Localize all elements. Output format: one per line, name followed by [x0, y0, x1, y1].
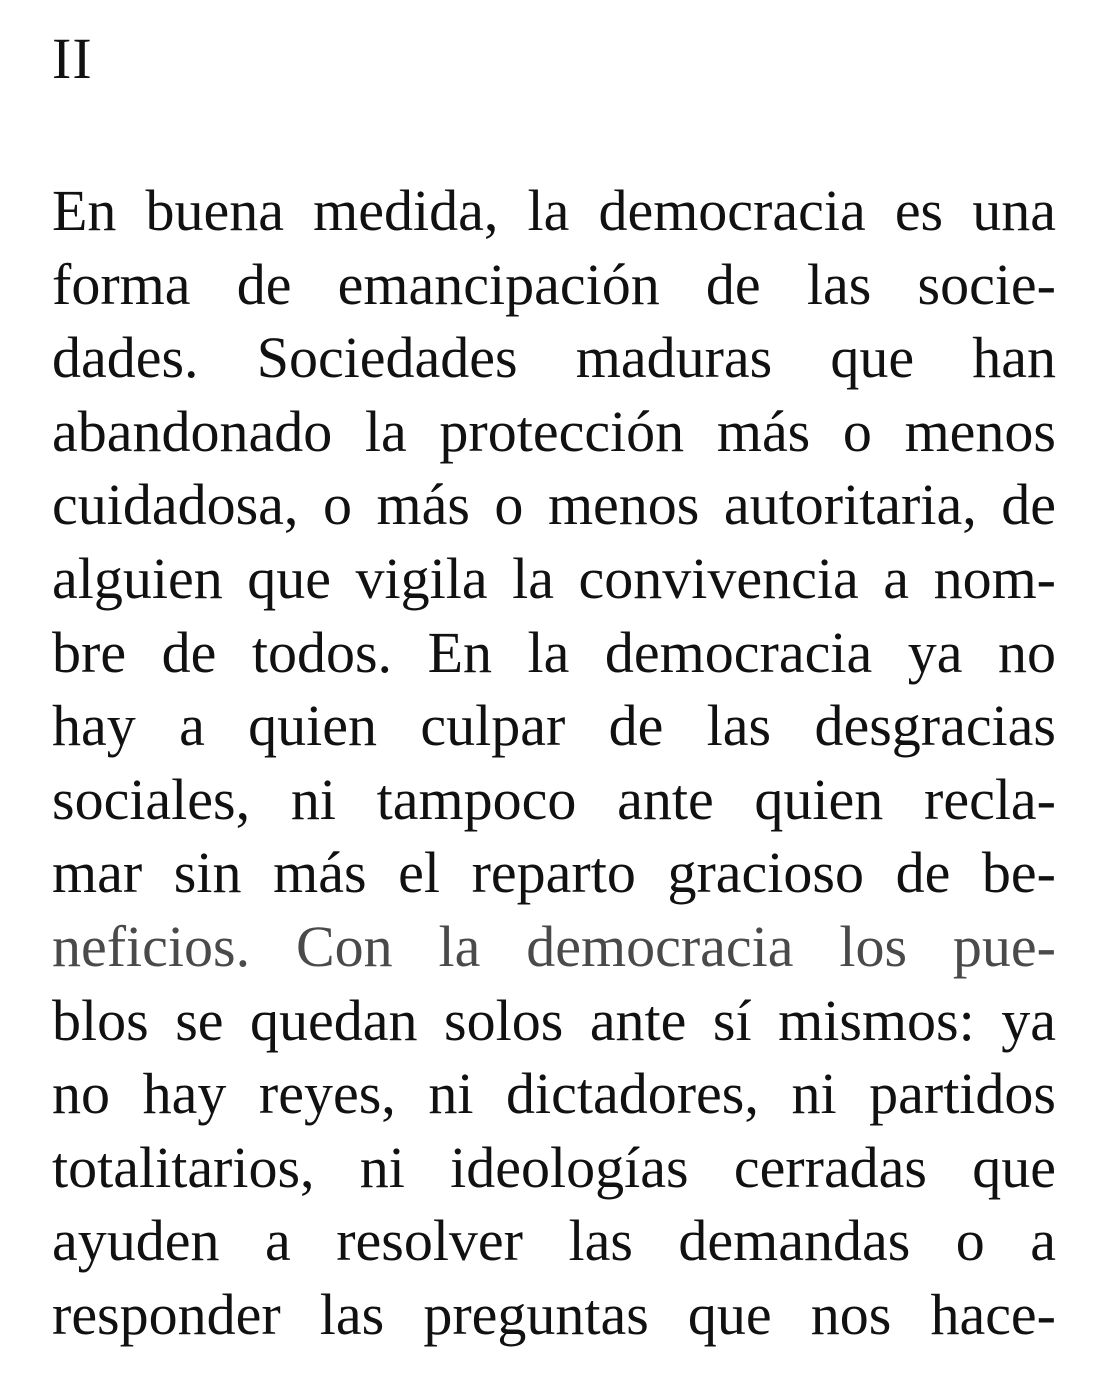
paragraph-line: abandonado la protección más o menos: [52, 398, 1056, 464]
paragraph-line: ayuden a resolver las demandas o a: [52, 1208, 1056, 1274]
paragraph-line: no hay reyes, ni dictadores, ni partidos: [52, 1061, 1056, 1127]
paragraph-line: totalitarios, ni ideologías cerradas que: [52, 1134, 1056, 1200]
paragraph-line: dades. Sociedades maduras que han: [52, 325, 1056, 391]
paragraph-line: alguien que vigila la convivencia a nom-: [52, 545, 1056, 611]
body-paragraph: [52, 174, 1056, 1352]
paragraph-line: blos se quedan solos ante sí mismos: ya: [52, 987, 1056, 1053]
paragraph-line: neficios. Con la democracia los pue-: [52, 913, 1056, 979]
paragraph-line: responder las preguntas que nos hace-: [52, 1281, 1056, 1347]
paragraph-line: En buena medida, la democracia es una: [52, 178, 1056, 243]
paragraph-line: hay a quien culpar de las desgracias: [52, 693, 1056, 759]
paragraph-line: forma de emancipación de las socie-: [52, 251, 1056, 317]
section-number-heading: II: [52, 26, 93, 91]
paragraph-line: mar sin más el reparto gracioso de be-: [52, 840, 1056, 906]
paragraph-line: cuidadosa, o más o menos autoritaria, de: [52, 472, 1056, 538]
paragraph-line: bre de todos. En la democracia ya no: [52, 619, 1056, 685]
paragraph-line: sociales, ni tampoco ante quien recla-: [52, 766, 1056, 832]
